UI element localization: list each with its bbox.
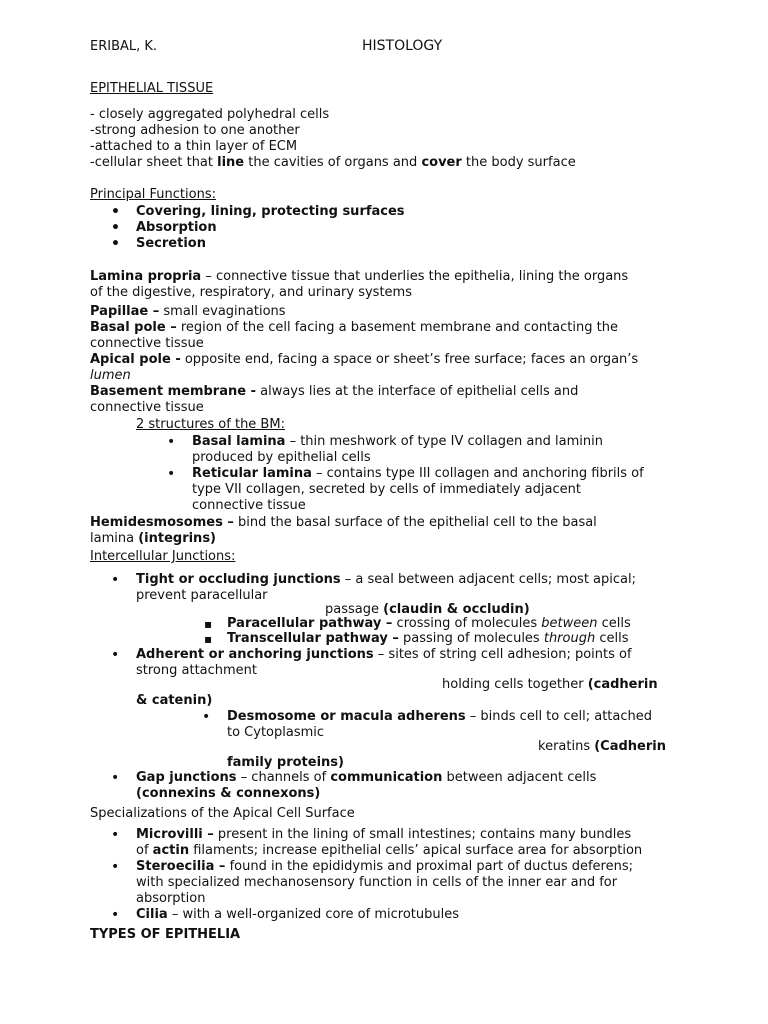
desmosome-item-cont: family proteins) (227, 755, 344, 770)
papillae-definition: Papillae – small evaginations (90, 304, 286, 319)
gap-junction-item-cont: (connexins & connexons) (136, 786, 321, 801)
apical-pole-definition-cont: lumen (90, 368, 131, 383)
tight-junction-item-cont: prevent paracellular (136, 588, 268, 603)
basal-pole-definition: Basal pole – region of the cell facing a basement membrane and contacting the (90, 320, 618, 335)
stereocilia-item-cont: absorption (136, 891, 206, 906)
reticular-lamina-item: • Reticular lamina – contains type III collagen and anchoring fibrils of (192, 466, 644, 482)
adherent-junction-item-cont: holding cells together (cadherin (442, 677, 658, 692)
basal-pole-definition-cont: connective tissue (90, 336, 204, 351)
tight-junction-item: • Tight or occluding junctions – a seal between adjacent cells; most apical; (136, 572, 636, 588)
desmosome-item-cont: to Cytoplasmic (227, 725, 325, 740)
hemidesmosomes-definition: Hemidesmosomes – bind the basal surface of the epithelial cell to the basal (90, 515, 597, 530)
transcellular-pathway-item: ▪ Transcellular pathway – passing of molecules through cells (227, 631, 629, 647)
paracellular-pathway-item: ▪ Paracellular pathway – crossing of molecules between cells (227, 616, 631, 632)
hemidesmosomes-definition-cont: lamina (integrins) (90, 531, 216, 546)
list-item: • Covering, lining, protecting surfaces (136, 204, 405, 220)
tight-junction-item-cont: passage (claudin & occludin) (325, 602, 530, 617)
intro-line: - closely aggregated polyhedral cells (90, 107, 330, 122)
intro-line: -attached to a thin layer of ECM (90, 139, 298, 154)
gap-junction-item: • Gap junctions – channels of communication between adjacent cells (136, 770, 596, 786)
intro-line: -cellular sheet that line the cavities of organs and cover the body surface (90, 155, 576, 170)
desmosome-item: • Desmosome or macula adherens – binds cell to cell; attached (227, 709, 652, 725)
adherent-junction-item-cont: & catenin) (136, 693, 213, 708)
reticular-lamina-item-cont: type VII collagen, secreted by cells of immediately adjacent (192, 482, 581, 497)
basement-membrane-definition-cont: connective tissue (90, 400, 204, 415)
lamina-propria-definition-cont: of the digestive, respiratory, and urinary systems (90, 285, 412, 300)
basement-membrane-definition: Basement membrane - always lies at the interface of epithelial cells and (90, 384, 579, 399)
apical-specializations-heading: Specializations of the Apical Cell Surface (90, 806, 355, 821)
lamina-propria-definition: Lamina propria – connective tissue that underlies the epithelia, lining the organs (90, 269, 629, 284)
intro-line: -strong adhesion to one another (90, 123, 300, 138)
author-name: ERIBAL, K. (90, 39, 158, 54)
microvilli-item-cont: of actin filaments; increase epithelial cells’ apical surface area for absorption (136, 843, 643, 858)
cilia-item: • Cilia – with a well-organized core of microtubules (136, 907, 459, 923)
stereocilia-item-cont: with specialized mechanosensory function in cells of the inner ear and for (136, 875, 618, 890)
microvilli-item: • Microvilli – present in the lining of small intestines; contains many bundles (136, 827, 631, 843)
section-title: EPITHELIAL TISSUE (90, 81, 214, 96)
types-of-epithelia-heading: TYPES OF EPITHELIA (90, 927, 241, 942)
list-item: • Absorption (136, 220, 217, 236)
basal-lamina-item: • Basal lamina – thin meshwork of type IV collagen and laminin (192, 434, 603, 450)
list-item: • Secretion (136, 236, 206, 252)
stereocilia-item: • Steroecilia – found in the epididymis and proximal part of ductus deferens; (136, 859, 633, 875)
adherent-junction-item-cont: strong attachment (136, 663, 258, 678)
basal-lamina-item-cont: produced by epithelial cells (192, 450, 371, 465)
apical-pole-definition: Apical pole - opposite end, facing a space or sheet’s free surface; faces an organ’s (90, 352, 639, 367)
bm-structures-heading: 2 structures of the BM: (136, 417, 285, 432)
intercellular-junctions-heading: Intercellular Junctions: (90, 549, 236, 564)
adherent-junction-item: • Adherent or anchoring junctions – sites of string cell adhesion; points of (136, 647, 632, 663)
desmosome-item-cont: keratins (Cadherin (538, 739, 666, 754)
reticular-lamina-item-cont: connective tissue (192, 498, 306, 513)
document-title: HISTOLOGY (362, 38, 443, 54)
principal-functions-heading: Principal Functions: (90, 187, 216, 202)
